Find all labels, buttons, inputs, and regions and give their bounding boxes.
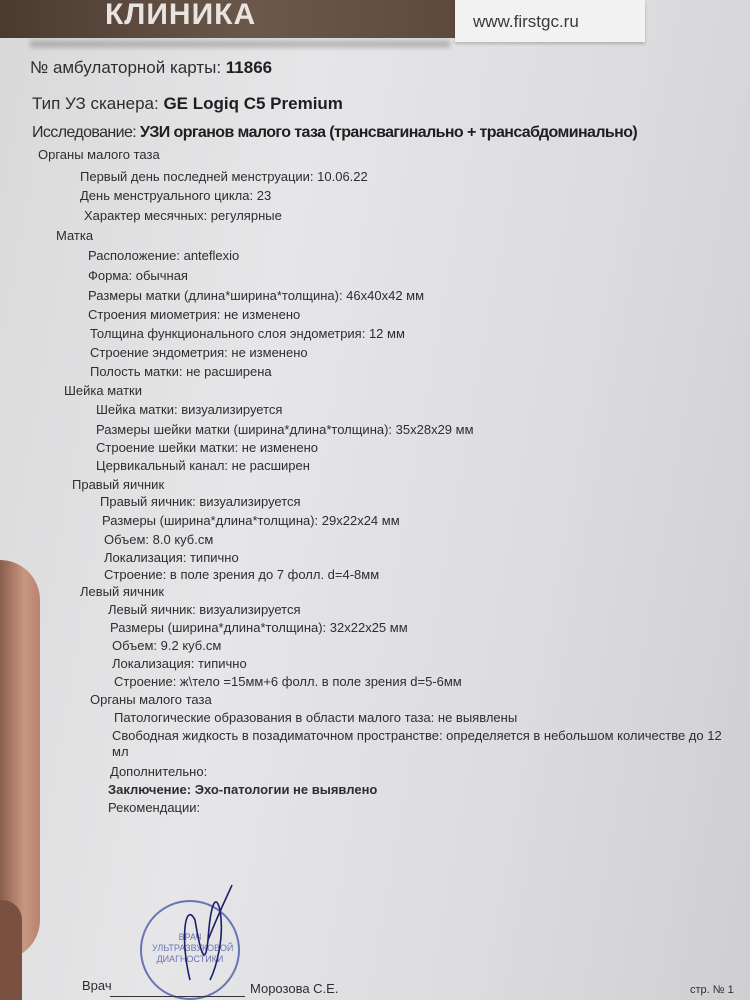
report-line: Объем: 9.2 куб.см xyxy=(112,638,222,653)
report-line: Патологические образования в области малого таза: не выявлены xyxy=(114,710,518,725)
report-line: Строение шейки матки: не изменено xyxy=(96,440,319,455)
scanner-value: GE Logiq C5 Premium xyxy=(163,94,343,113)
card-label: № амбулаторной карты: xyxy=(30,58,226,77)
report-line: Локализация: типично xyxy=(104,550,239,565)
report-line: Шейка матки: визуализируется xyxy=(96,402,283,417)
section-heading: Органы малого таза xyxy=(38,147,160,162)
report-line: Свободная жидкость в позадиматочном пространстве: определяется в небольшом количестве до 12 мл xyxy=(112,728,722,759)
scanner-type xyxy=(32,94,343,114)
report-line: Размеры (ширина*длина*толщина): 29x22x24 мм xyxy=(102,513,400,528)
report-line: Размеры шейки матки (ширина*длина*толщина): 35x28x29 мм xyxy=(96,422,474,437)
report-line: Строение эндометрия: не изменено xyxy=(90,345,308,360)
card-number xyxy=(30,58,272,78)
section-heading: Правый яичник xyxy=(72,477,165,492)
study-type xyxy=(32,123,637,143)
report-line: Полость матки: не расширена xyxy=(90,364,272,379)
page-number: стр. № 1 xyxy=(690,984,734,996)
study-value: УЗИ органов малого таза (трансвагинально + трансабдоминально) xyxy=(140,124,638,141)
section-heading: Органы малого таза xyxy=(90,692,212,707)
report-line: Строение: в поле зрения до 7 фолл. d=4-8мм xyxy=(104,567,380,582)
website-box xyxy=(455,0,645,42)
report-line: Характер месячных: регулярные xyxy=(84,208,282,223)
website-url: www.firstgc.ru xyxy=(473,12,579,31)
hand-shadow xyxy=(0,900,22,1000)
report-line: Первый день последней менструации: 10.06.22 xyxy=(80,169,368,184)
report-line: Толщина функционального слоя эндометрия: 12 мм xyxy=(90,326,405,341)
report-line: Форма: обычная xyxy=(88,268,188,283)
report-line: Дополнительно: xyxy=(110,764,208,779)
section-heading: Левый яичник xyxy=(80,584,165,599)
doctor-label: Врач xyxy=(82,978,112,993)
scanner-label: Тип УЗ сканера: xyxy=(32,94,164,113)
report-line: Строение: ж\тело =15мм+6 фолл. в поле зрения d=5-6мм xyxy=(114,674,462,689)
report-line: День менструального цикла: 23 xyxy=(80,188,272,203)
report-line: Локализация: типично xyxy=(112,656,247,671)
patient-line-obscured xyxy=(30,40,450,48)
doctor-signature xyxy=(170,880,250,990)
doctor-name: Морозова С.Е. xyxy=(250,981,339,996)
card-value: 11866 xyxy=(225,58,273,77)
report-line: Размеры матки (длина*ширина*толщина): 46x40x42 мм xyxy=(88,288,425,303)
report-line: Левый яичник: визуализируется xyxy=(108,602,301,617)
study-label: Исследование: xyxy=(32,124,140,141)
section-heading: Матка xyxy=(56,228,94,243)
section-heading: Шейка матки xyxy=(64,383,143,398)
report-line: Цервикальный канал: не расширен xyxy=(96,458,310,473)
conclusion: Заключение: Эхо-патологии не выявлено xyxy=(108,782,378,797)
signature-line xyxy=(110,996,245,997)
report-line: Размеры (ширина*длина*толщина): 32x22x25 мм xyxy=(110,620,408,635)
report-line: Объем: 8.0 куб.см xyxy=(104,532,214,547)
report-line: Рекомендации: xyxy=(108,800,201,815)
report-line: Расположение: anteflexio xyxy=(88,248,240,263)
report-line: Правый яичник: визуализируется xyxy=(100,494,301,509)
report-line: Строения миометрия: не изменено xyxy=(88,307,301,322)
clinic-logo: КЛИНИКА xyxy=(105,0,257,31)
stamp-text: ВРАЧ УЛЬТРАЗВУКОВОЙ ДИАГНОСТИКИ xyxy=(152,932,234,964)
